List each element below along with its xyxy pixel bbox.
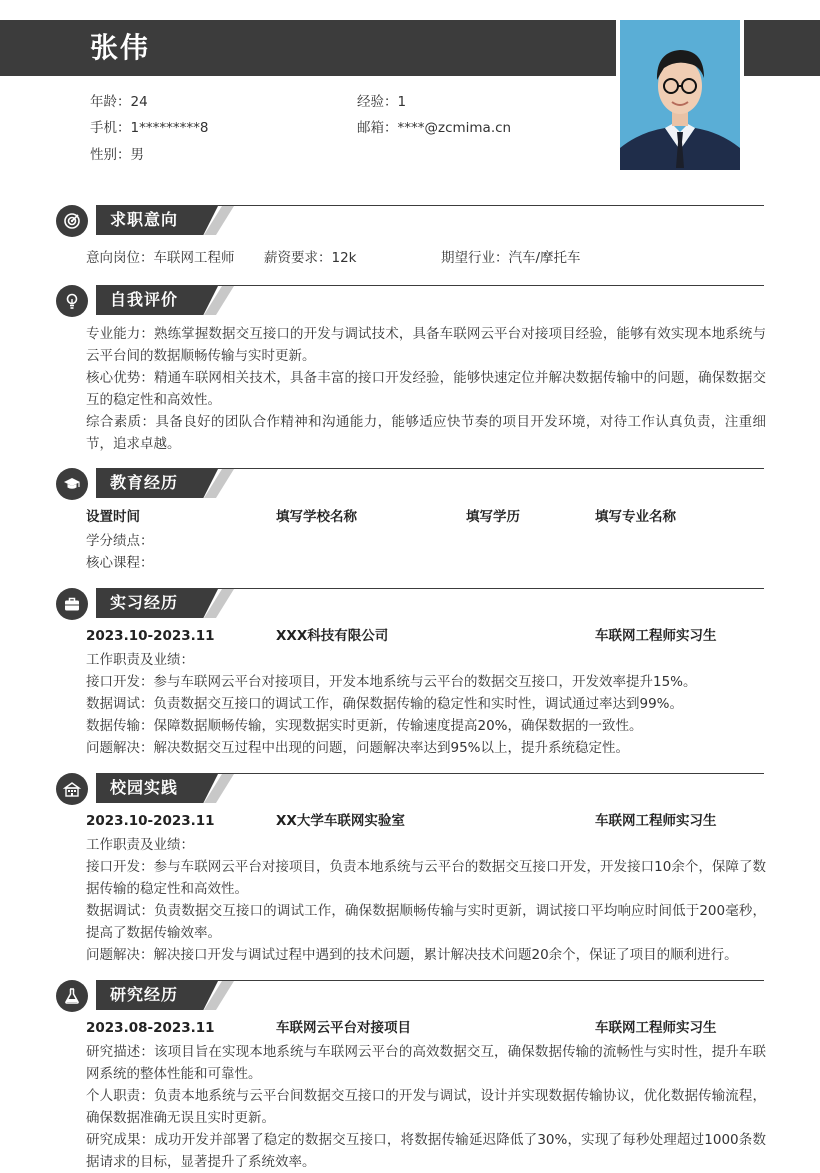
- age-field: 年龄：24: [90, 94, 148, 110]
- internship-company: XXX科技有限公司: [276, 628, 389, 644]
- internship-line: 工作职责及业绩：: [86, 652, 194, 668]
- experience-field: 经验：1: [357, 94, 407, 110]
- self-eval-paragraph: 综合素质：具备良好的团队合作精神和沟通能力，能够适应快节奏的项目开发环境，对待工作认真负责，注重细节，追求卓越。: [86, 414, 766, 452]
- lightbulb-icon: [56, 285, 88, 317]
- section-title: 教育经历: [110, 473, 179, 492]
- education-degree: 填写学历: [466, 509, 520, 525]
- building-icon: [56, 773, 88, 805]
- header-bar-right: [744, 20, 820, 76]
- profile-photo: [620, 20, 740, 170]
- internship-line: 接口开发：参与车联网云平台对接项目，开发本地系统与云平台的数据交互接口，开发效率提升15%。: [86, 674, 697, 690]
- internship-line: 数据传输：保障数据顺畅传输，实现数据实时更新，传输速度提高20%，确保数据的一致性。: [86, 718, 643, 734]
- campus-line: 工作职责及业绩：: [86, 837, 194, 853]
- section-title: 求职意向: [110, 210, 179, 229]
- briefcase-icon: [56, 588, 88, 620]
- campus-line: 数据调试：负责数据交互接口的调试工作，确保数据顺畅传输与实时更新，调试接口平均响应时间低于200毫秒，提高了数据传输效率。: [86, 903, 766, 941]
- email-field: 邮箱：****@zcmima.cn: [357, 120, 512, 136]
- campus-org: XX大学车联网实验室: [276, 813, 405, 829]
- campus-role: 车联网工程师实习生: [595, 813, 717, 829]
- research-line: 个人职责：负责本地系统与云平台间数据交互接口的开发与调试，设计并实现数据传输协议，优化数据传输流程，确保数据准确无误且实时更新。: [86, 1088, 766, 1126]
- section-title: 校园实践: [110, 778, 179, 797]
- section-self-eval: [56, 285, 764, 317]
- intent-salary: 薪资要求：12k: [264, 250, 357, 266]
- target-icon: [56, 205, 88, 237]
- section-campus: [56, 773, 764, 805]
- phone-field: 手机：1*********8: [90, 120, 209, 136]
- education-school: 填写学校名称: [276, 509, 357, 525]
- section-education: [56, 468, 764, 500]
- research-time: 2023.08-2023.11: [86, 1020, 215, 1036]
- section-title: 研究经历: [110, 985, 179, 1004]
- education-major: 填写专业名称: [595, 509, 676, 525]
- flask-icon: [56, 980, 88, 1012]
- self-eval-paragraph: 核心优势：精通车联网相关技术，具备丰富的接口开发经验，能够快速定位并解决数据传输中的问题，确保数据交互的稳定性和高效性。: [86, 370, 766, 408]
- section-title: 自我评价: [110, 290, 179, 309]
- intent-industry: 期望行业：汽车/摩托车: [441, 250, 581, 266]
- campus-line: 接口开发：参与车联网云平台对接项目，负责本地系统与云平台的数据交互接口开发，开发接口10余个，保障了数据传输的稳定性和高效性。: [86, 859, 766, 897]
- graduation-cap-icon: [56, 468, 88, 500]
- education-time: 设置时间: [86, 509, 140, 525]
- research-line: 研究成果：成功开发并部署了稳定的数据交互接口，将数据传输延迟降低了30%，实现了每秒处理超过1000条数据请求的目标，显著提升了系统效率。: [86, 1132, 766, 1170]
- research-project: 车联网云平台对接项目: [276, 1020, 411, 1036]
- internship-time: 2023.10-2023.11: [86, 628, 215, 644]
- campus-time: 2023.10-2023.11: [86, 813, 215, 829]
- internship-line: 问题解决：解决数据交互过程中出现的问题，问题解决率达到95%以上，提升系统稳定性。: [86, 740, 630, 756]
- self-eval-paragraph: 专业能力：熟练掌握数据交互接口的开发与调试技术，具备车联网云平台对接项目经验，能够有效实现本地系统与云平台间的数据顺畅传输与实时更新。: [86, 326, 766, 364]
- education-courses: 核心课程：: [86, 555, 154, 571]
- intent-position: 意向岗位：车联网工程师: [86, 250, 235, 266]
- internship-line: 数据调试：负责数据交互接口的调试工作，确保数据传输的稳定性和实时性，调试通过率达到99%。: [86, 696, 684, 712]
- section-intent: [56, 205, 764, 237]
- section-research: [56, 980, 764, 1012]
- section-internship: [56, 588, 764, 620]
- candidate-name: 张伟: [90, 31, 151, 64]
- gender-field: 性别：男: [90, 147, 144, 163]
- campus-line: 问题解决：解决接口开发与调试过程中遇到的技术问题，累计解决技术问题20余个，保证了项目的顺利进行。: [86, 947, 738, 963]
- section-title: 实习经历: [110, 593, 179, 612]
- internship-role: 车联网工程师实习生: [595, 628, 717, 644]
- research-role: 车联网工程师实习生: [595, 1020, 717, 1036]
- education-gpa: 学分绩点：: [86, 533, 154, 549]
- research-line: 研究描述：该项目旨在实现本地系统与车联网云平台的高效数据交互，确保数据传输的流畅性与实时性，提升车联网系统的整体性能和可靠性。: [86, 1044, 766, 1082]
